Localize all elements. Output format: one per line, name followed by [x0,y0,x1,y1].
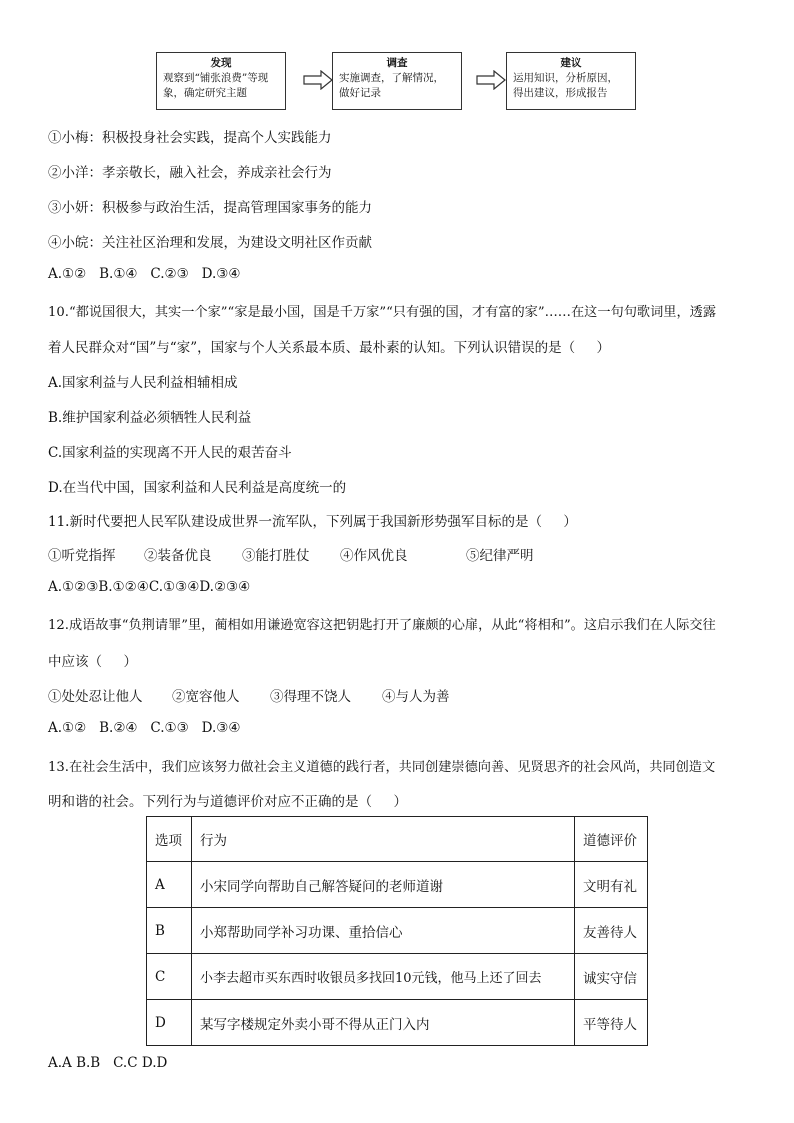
q13-stem-line1: 13.在社会生活中，我们应该努力做社会主义道德的践行者，共同创建崇德向善、见贤思齐的社会风尚，共同创造文 [48,760,716,775]
table-cell: C [147,954,192,1000]
table-cell: 小李去超市买东西时收银员多找回10元钱，他马上还了回去 [192,954,575,1000]
flow-step-suggest [506,52,636,110]
q9-choices: A.①② B.①④ C.②③ D.③④ [48,266,241,282]
q11-item-2: ②装备优良 [144,548,212,564]
q11-item-4: ④作风优良 [340,548,408,564]
q12-stem-line1: 12.成语故事“负荆请罪”里，蔺相如用谦逊宽容这把钥匙打开了廉颇的心扉，从此“将相和”。这启示我们在人际交往 [48,618,716,633]
q12-items [48,685,450,705]
q9-statement-4: ④小皖：关注社区治理和发展，为建设文明社区作贡献 [48,235,372,251]
flow-step-text: 象，确定研究主题 [163,87,247,99]
table-header-row [147,817,648,862]
table-cell: 友善待人 [575,908,648,954]
table-cell: 小宋同学向帮助自己解答疑问的老师道谢 [192,862,575,908]
table-header-cell: 行为 [192,817,575,862]
flow-step-investigate [332,52,462,110]
q10-option-a: A.国家利益与人民利益相辅相成 [48,375,238,391]
flow-step-text: 观察到“铺张浪费”等现 [163,72,269,84]
q9-statement-3: ③小妍：积极参与政治生活，提高管理国家事务的能力 [48,200,372,216]
table-cell: D [147,1000,192,1046]
table-cell: B [147,908,192,954]
q11-items [48,544,534,564]
table-cell: 小郑帮助同学补习功课、重拾信心 [192,908,575,954]
table-header-cell: 道德评价 [575,817,648,862]
q13-choices: A.A B.B C.C D.D [48,1055,168,1071]
q13-table [146,816,648,1046]
q12-item-2: ②宽容他人 [172,689,240,705]
flow-step-text: 运用知识，分析原因， [513,72,618,84]
table-cell: 诚实守信 [575,954,648,1000]
flow-step-discover [156,52,286,110]
table-row [147,1000,648,1046]
q10-option-b: B.维护国家利益必须牺牲人民利益 [48,410,252,426]
flow-step-text: 做好记录 [339,87,381,99]
table-row [147,954,648,1000]
flow-arrow-icon [303,70,333,90]
table-row [147,862,648,908]
q9-statement-1: ①小梅：积极投身社会实践，提高个人实践能力 [48,130,332,146]
q12-stem-line2: 中应该（ ） [48,654,137,670]
q13-stem-line2: 明和谐的社会。下列行为与道德评价对应不正确的是（ ） [48,794,407,810]
flow-arrow-icon [476,70,506,90]
flow-step-title: 调查 [386,57,408,69]
q12-choices: A.①② B.②④ C.①③ D.③④ [48,720,241,736]
table-cell: A [147,862,192,908]
table-header-cell: 选项 [147,817,192,862]
table-cell: 文明有礼 [575,862,648,908]
q11-item-3: ③能打胜仗 [242,548,310,564]
q9-statement-2: ②小洋：孝亲敬长，融入社会，养成亲社会行为 [48,165,332,181]
q11-choices: A.①②③B.①②④C.①③④D.②③④ [48,579,251,595]
q10-stem-line2: 着人民群众对“国”与“家”，国家与个人关系最本质、最朴素的认知。下列认识错误的是（ ） [48,340,611,356]
q10-option-d: D.在当代中国，国家利益和人民利益是高度统一的 [48,480,347,496]
q10-option-c: C.国家利益的实现离不开人民的艰苦奋斗 [48,445,292,461]
q11-stem: 11.新时代要把人民军队建设成世界一流军队，下列属于我国新形势强军目标的是（ ） [48,514,577,530]
q12-item-1: ①处处忍让他人 [48,689,143,705]
q11-item-1: ①听党指挥 [48,548,116,564]
table-cell: 平等待人 [575,1000,648,1046]
table-row [147,908,648,954]
q11-item-5: ⑤纪律严明 [466,548,534,564]
q12-item-4: ④与人为善 [382,689,450,705]
research-flow-diagram [156,52,638,114]
q10-stem-line1: 10.“都说国很大，其实一个家”“家是最小国，国是千万家”“只有强的国，才有富的家”……在这一句句歌词里，透露 [48,305,717,320]
flow-step-text: 实施调查，了解情况， [339,72,444,84]
q12-item-3: ③得理不饶人 [270,689,351,705]
table-cell: 某写字楼规定外卖小哥不得从正门入内 [192,1000,575,1046]
flow-step-text: 得出建议，形成报告 [513,87,608,99]
flow-step-title: 发现 [210,57,232,69]
flow-step-title: 建议 [560,57,582,69]
